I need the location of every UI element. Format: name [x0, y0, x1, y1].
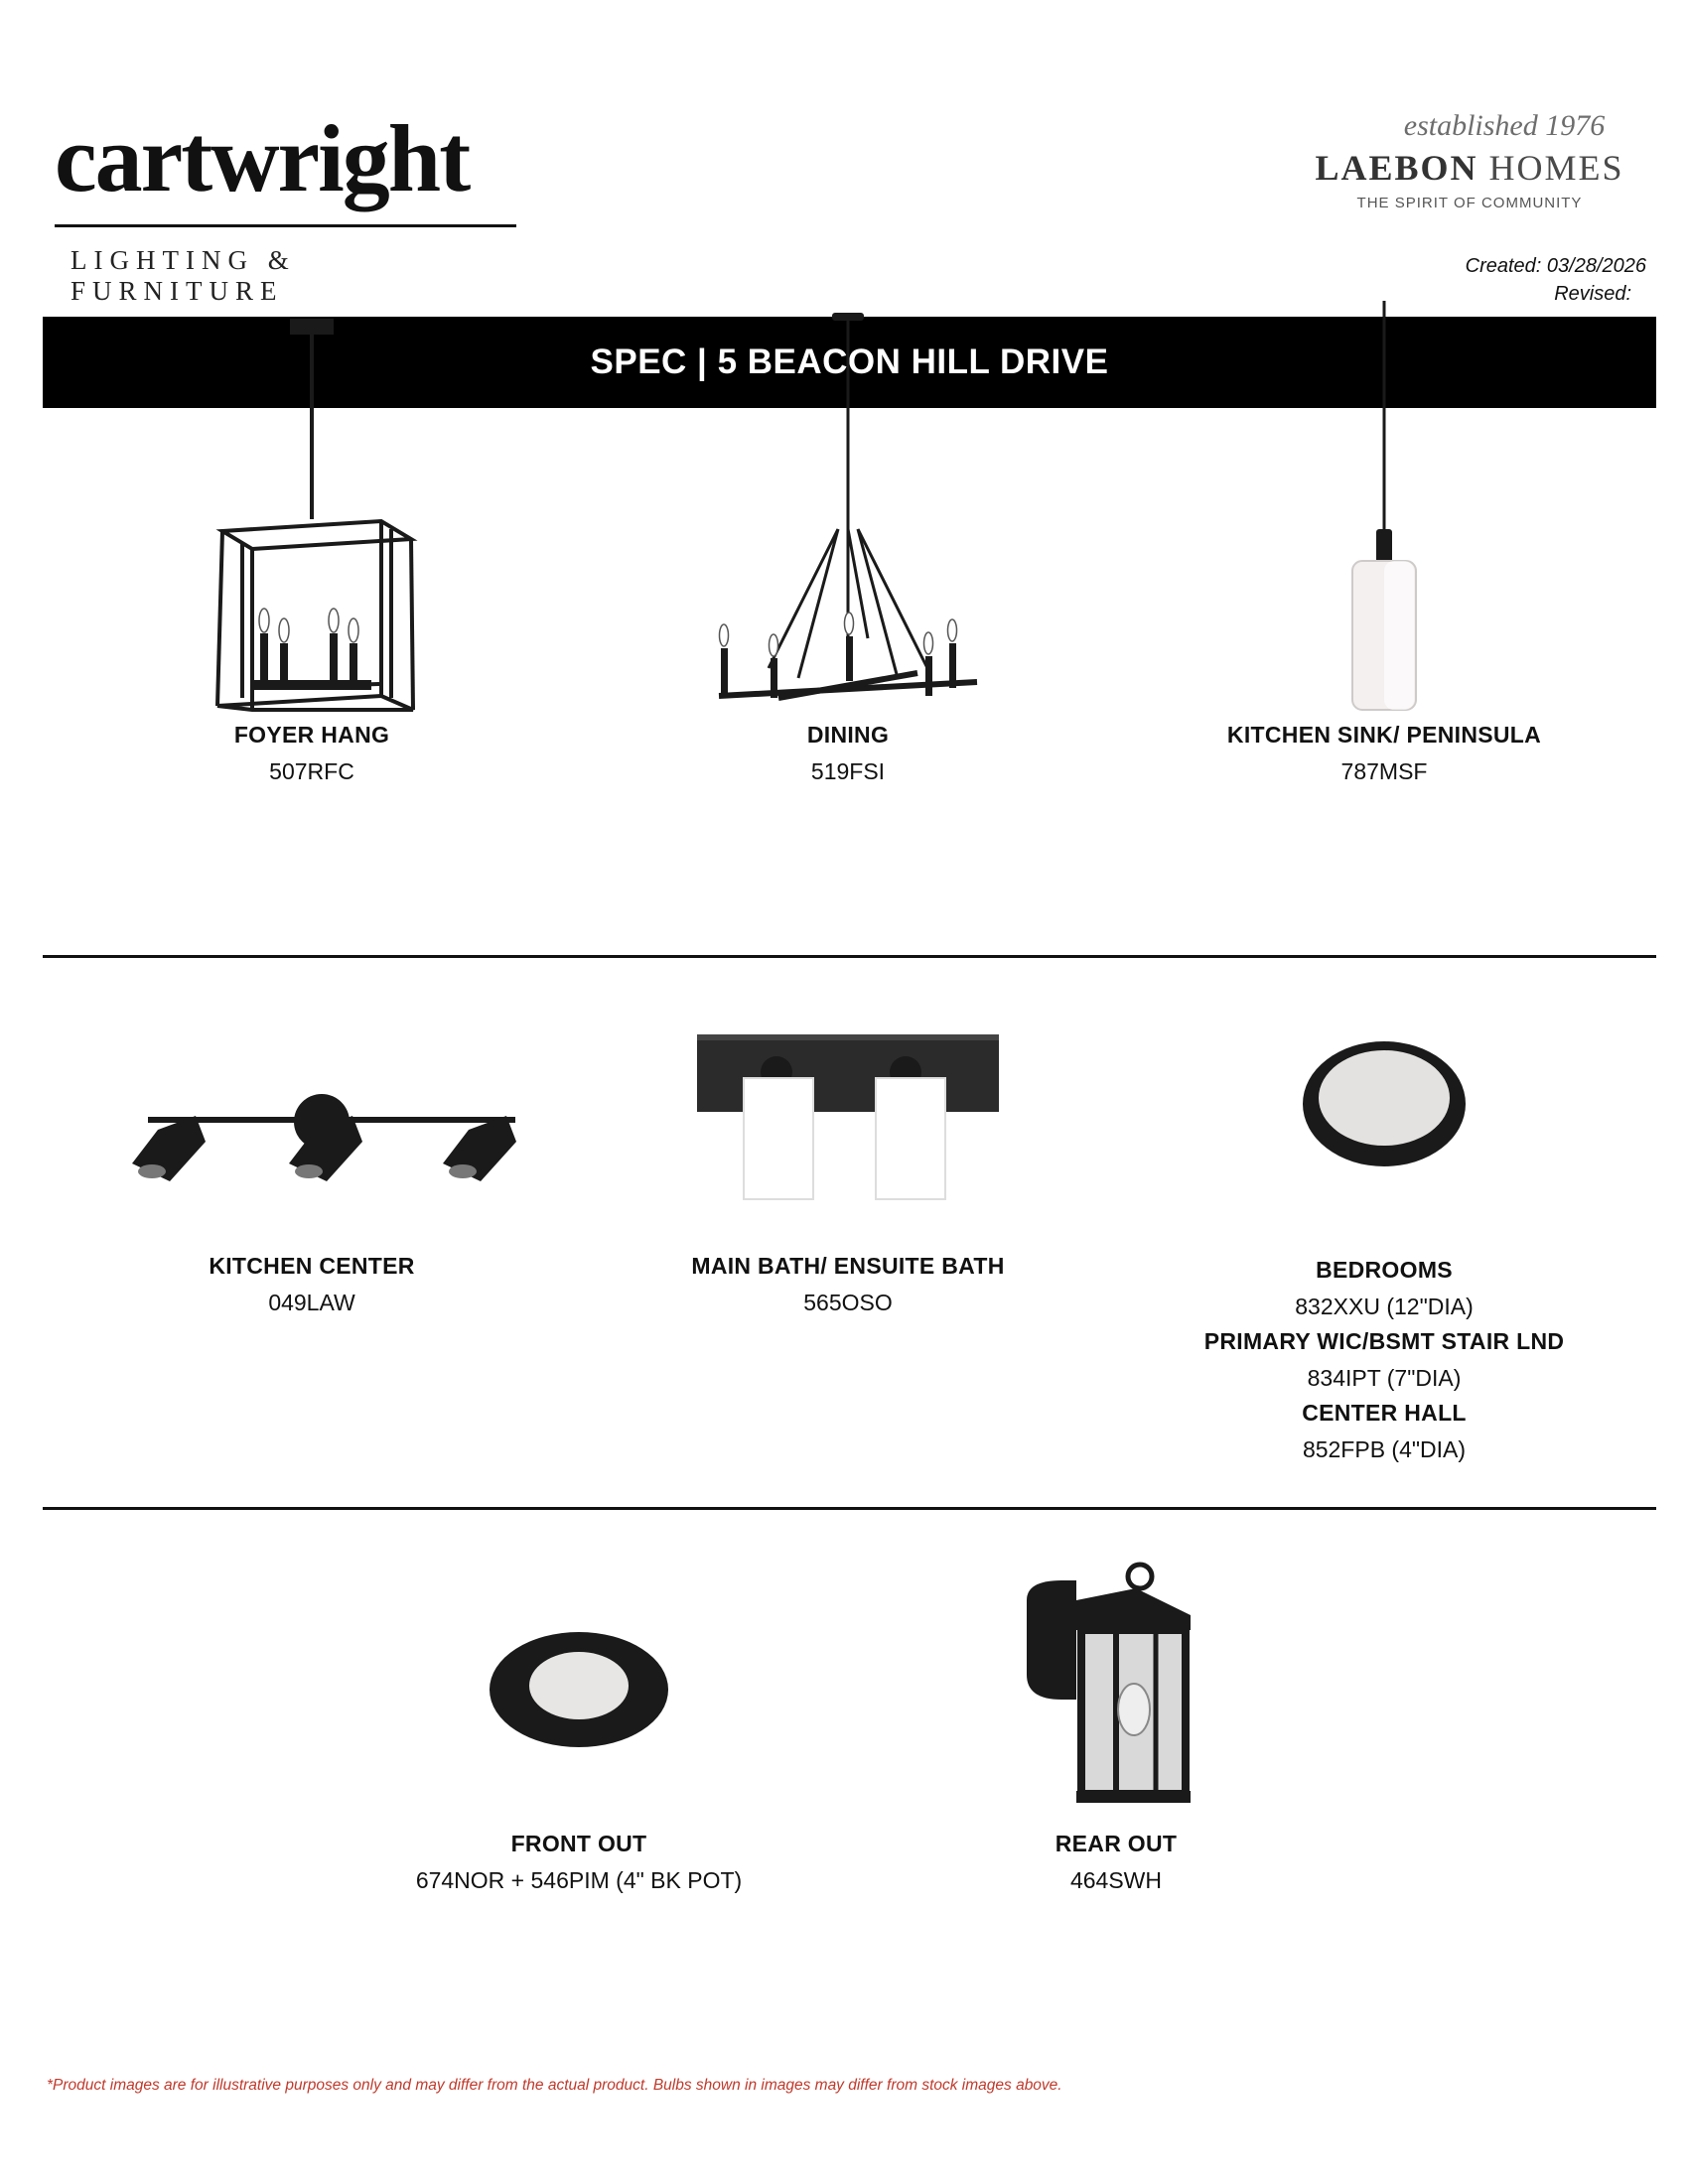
created-date: Created: 03/28/2026 — [1465, 255, 1646, 277]
flush-mount-disc-icon — [1136, 935, 1632, 1233]
cartwright-logo — [55, 105, 521, 307]
item-main-bath — [600, 935, 1096, 1316]
cartwright-tagline: LIGHTING & FURNITURE — [70, 245, 296, 306]
item-code: 832XXU (12"DIA) — [1295, 1294, 1474, 1319]
vanity-light-icon — [600, 935, 1096, 1233]
pot-light-icon — [331, 1501, 827, 1799]
laebon-established: established 1976 — [1403, 109, 1606, 142]
revised-date: Revised: — [1554, 283, 1631, 305]
item-front-out — [331, 1501, 827, 1894]
item-label: KITCHEN SINK/ PENINSULA — [1226, 722, 1542, 748]
laebon-brand-first: LAEBON — [1315, 148, 1478, 188]
item-label: FRONT OUT — [510, 1831, 647, 1856]
item-foyer-hang — [64, 412, 560, 785]
laebon-brand-second: HOMES — [1488, 148, 1624, 188]
lantern-chandelier-icon — [64, 412, 560, 710]
item-bedrooms — [1136, 935, 1632, 1463]
cartwright-wordmark: cartwright — [55, 105, 470, 211]
track-spotlights-icon — [64, 935, 560, 1233]
chandelier-icon — [600, 412, 1096, 710]
cylinder-pendant-icon — [1136, 412, 1632, 710]
item-label: BEDROOMS — [1316, 1257, 1453, 1283]
laebon-tagline: THE SPIRIT OF COMMUNITY — [1356, 195, 1583, 211]
logo-rule — [55, 224, 516, 227]
item-code: 565OSO — [803, 1290, 893, 1315]
item-dining — [600, 412, 1096, 785]
item-code-secondary: 834IPT (7"DIA) — [1307, 1365, 1462, 1391]
item-kitchen-center — [64, 935, 560, 1316]
item-label-secondary: PRIMARY WIC/BSMT STAIR LND — [1203, 1328, 1565, 1354]
item-label: MAIN BATH/ ENSUITE BATH — [691, 1253, 1005, 1279]
item-code: 674NOR + 546PIM (4" BK POT) — [415, 1867, 743, 1893]
item-label: FOYER HANG — [233, 722, 390, 748]
item-rear-out — [868, 1501, 1364, 1894]
item-label: KITCHEN CENTER — [209, 1253, 415, 1279]
item-label: REAR OUT — [1055, 1831, 1178, 1856]
disclaimer-footnote: *Product images are for illustrative purposes only and may differ from the actual product. Bulbs shown in images may differ from stock images above. — [47, 2077, 1062, 2094]
laebon-logo — [1281, 109, 1658, 211]
item-code: 507RFC — [269, 758, 354, 784]
item-label: DINING — [806, 722, 890, 748]
item-code: 049LAW — [268, 1290, 355, 1315]
document-dates — [1466, 252, 1646, 308]
item-kitchen-sink — [1136, 412, 1632, 785]
page-title: SPEC | 5 BEACON HILL DRIVE — [43, 317, 1656, 408]
wall-lantern-icon — [868, 1501, 1364, 1799]
laebon-brand — [1281, 147, 1658, 189]
item-label-tertiary: CENTER HALL — [1302, 1400, 1467, 1426]
item-code-tertiary: 852FPB (4"DIA) — [1302, 1436, 1467, 1462]
item-code: 787MSF — [1340, 758, 1428, 784]
item-code: 519FSI — [810, 758, 886, 784]
row-divider — [43, 1507, 1656, 1510]
item-code: 464SWH — [1069, 1867, 1163, 1893]
